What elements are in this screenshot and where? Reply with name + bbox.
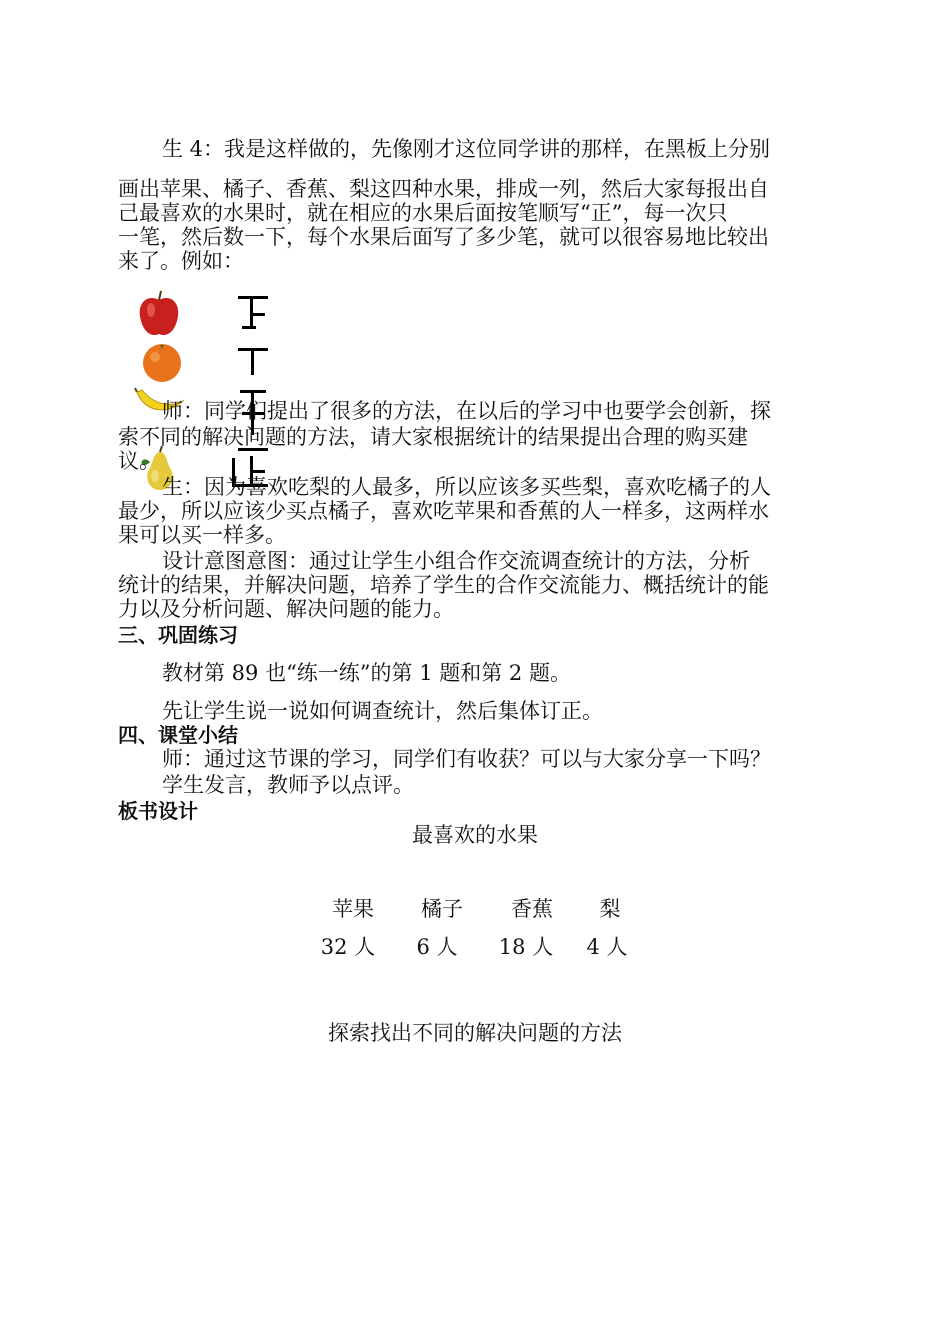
board-fruit-label: 梨 xyxy=(599,897,621,921)
tally-stroke xyxy=(251,351,254,375)
tally-stroke xyxy=(242,326,256,329)
board-fruit-label: 香蕉 xyxy=(511,897,553,921)
text-line: 生 4：我是这样做的，先像刚才这位同学讲的那样，在黑板上分别 xyxy=(162,137,771,161)
text-line: 来了。例如： xyxy=(118,249,244,273)
text-line: 设计意图意图：通过让学生小组合作交流调查统计的方法，分析 xyxy=(162,549,750,573)
board-count: 6 人 xyxy=(416,935,458,959)
text-line: 最少，所以应该少买点橘子，喜欢吃苹果和香蕉的人一样多，这两样水 xyxy=(118,499,769,523)
text-line: 力以及分析问题、解决问题的能力。 xyxy=(118,597,454,621)
board-count: 32 人 xyxy=(320,935,376,959)
text-line: 己最喜欢的水果时，就在相应的水果后面按笔顺写“正”，每一次只 xyxy=(118,201,728,225)
apple-icon xyxy=(136,288,182,340)
section4-heading: 四、课堂小结 xyxy=(118,723,238,747)
board-fruit-label: 橘子 xyxy=(421,897,463,921)
board-fruit-label: 苹果 xyxy=(332,897,374,921)
board-title: 最喜欢的水果 xyxy=(412,823,538,847)
section3-heading: 三、巩固练习 xyxy=(118,623,238,647)
tally-stroke xyxy=(253,313,265,316)
orange-icon xyxy=(140,340,184,384)
section4-line1: 师：通过这节课的学习，同学们有收获？可以与大家分享一下吗？ xyxy=(162,747,771,771)
section4-line2: 学生发言，教师予以点评。 xyxy=(162,773,414,797)
text-line: 师：同学们提出了很多的方法，在以后的学习中也要学会创新，探 xyxy=(162,399,771,423)
text-line: 统计的结果，并解决问题，培养了学生的合作交流能力、概括统计的能 xyxy=(118,573,769,597)
text-line: 索不同的解决问题的方法，请大家根据统计的结果提出合理的购买建 xyxy=(118,425,748,449)
text-line: 生：因为喜欢吃梨的人最多，所以应该多买些梨，喜欢吃橘子的人 xyxy=(162,475,771,499)
board-footer: 探索找出不同的解决问题的方法 xyxy=(328,1021,622,1045)
section3-line2: 先让学生说一说如何调查统计，然后集体订正。 xyxy=(162,699,603,723)
board-heading: 板书设计 xyxy=(118,799,198,823)
text-line: 画出苹果、橘子、香蕉、梨这四种水果，排成一列，然后大家每报出自 xyxy=(118,177,769,201)
section3-line1: 教材第 89 也“练一练”的第 1 题和第 2 题。 xyxy=(162,661,571,685)
text-line: 果可以买一样多。 xyxy=(118,523,286,547)
tally-stroke xyxy=(238,296,268,299)
board-count: 18 人 xyxy=(498,935,554,959)
board-count: 4 人 xyxy=(586,935,628,959)
text-line: 一笔，然后数一下，每个水果后面写了多少笔，就可以很容易地比较出 xyxy=(118,225,769,249)
text-line: 议。 xyxy=(118,449,160,473)
